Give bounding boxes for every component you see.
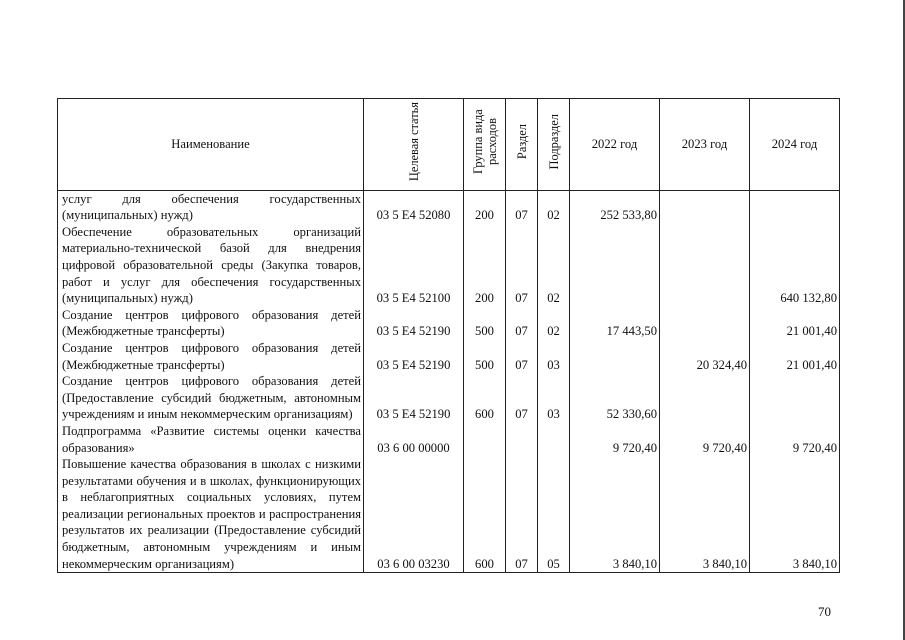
row-target: 03 6 00 00000 [364, 423, 464, 456]
page-number: 70 [818, 604, 831, 619]
header-subsection: Подраздел [538, 99, 570, 191]
row-2022 [570, 224, 660, 307]
row-group: 600 [464, 373, 506, 423]
row-2023: 9 720,40 [660, 423, 750, 456]
row-subsection [538, 423, 570, 456]
row-2024 [750, 373, 840, 423]
budget-table [57, 98, 840, 573]
row-target: 03 5 Е4 52190 [364, 373, 464, 423]
table-row [58, 224, 840, 307]
header-target: Целевая статья [364, 99, 464, 191]
row-2022 [570, 340, 660, 373]
row-2024: 21 001,40 [750, 307, 840, 340]
row-section [506, 423, 538, 456]
row-2024 [750, 190, 840, 224]
row-2023 [660, 224, 750, 307]
budget-table-wrapper [57, 98, 839, 573]
row-2024: 21 001,40 [750, 340, 840, 373]
header-2024: 2024 год [750, 99, 840, 191]
row-2022: 9 720,40 [570, 423, 660, 456]
row-2023 [660, 190, 750, 224]
row-2023: 20 324,40 [660, 340, 750, 373]
row-name: Создание центров цифрового образования детей (Межбюджетные трансферты) [58, 340, 364, 373]
row-2022: 252 533,80 [570, 190, 660, 224]
row-2023 [660, 307, 750, 340]
row-section: 07 [506, 190, 538, 224]
row-subsection: 02 [538, 190, 570, 224]
header-group: Группа вида расходов [464, 99, 506, 191]
row-name: Создание центров цифрового образования детей (Предоставление субсидий бюджетным, автономным учреждениям и иным некоммерческим организациям) [58, 373, 364, 423]
table-header-row [58, 99, 840, 191]
row-target: 03 6 00 03230 [364, 456, 464, 573]
row-2024: 9 720,40 [750, 423, 840, 456]
row-subsection: 05 [538, 456, 570, 573]
row-section: 07 [506, 340, 538, 373]
row-2024: 640 132,80 [750, 224, 840, 307]
row-name: услуг для обеспечения государственных (муниципальных) нужд) [58, 190, 364, 224]
row-target: 03 5 Е4 52190 [364, 307, 464, 340]
table-row [58, 307, 840, 340]
row-2023 [660, 373, 750, 423]
row-group: 200 [464, 224, 506, 307]
table-row [58, 340, 840, 373]
row-group [464, 423, 506, 456]
header-name: Наименование [58, 99, 364, 191]
row-subsection: 02 [538, 224, 570, 307]
row-section: 07 [506, 307, 538, 340]
row-group: 600 [464, 456, 506, 573]
table-row [58, 423, 840, 456]
row-group: 500 [464, 340, 506, 373]
row-2022: 17 443,50 [570, 307, 660, 340]
header-2022: 2022 год [570, 99, 660, 191]
row-subsection: 03 [538, 340, 570, 373]
row-name: Повышение качества образования в школах с низкими результатами обучения и в школах, функционирующих в неблагоприятных социальных условиях, путем реализации региональных проектов и распространения результатов их реализации (Предоставление субсидий бюджетным, автономным учреждениям и иным некоммерческим организациям) [58, 456, 364, 573]
row-2022: 52 330,60 [570, 373, 660, 423]
row-subsection: 03 [538, 373, 570, 423]
row-name: Создание центров цифрового образования детей (Межбюджетные трансферты) [58, 307, 364, 340]
row-2023: 3 840,10 [660, 456, 750, 573]
row-section: 07 [506, 456, 538, 573]
header-2023: 2023 год [660, 99, 750, 191]
row-name: Подпрограмма «Развитие системы оценки качества образования» [58, 423, 364, 456]
row-group: 200 [464, 190, 506, 224]
row-subsection: 02 [538, 307, 570, 340]
header-section: Раздел [506, 99, 538, 191]
row-2022: 3 840,10 [570, 456, 660, 573]
row-target: 03 5 Е4 52190 [364, 340, 464, 373]
row-section: 07 [506, 224, 538, 307]
row-name: Обеспечение образовательных организаций материально-технической базой для внедрения цифровой образовательной среды (Закупка товаров, работ и услуг для обеспечения государственных (муниципальных) нужд) [58, 224, 364, 307]
table-row [58, 456, 840, 573]
table-row [58, 190, 840, 224]
row-target: 03 5 Е4 52080 [364, 190, 464, 224]
row-group: 500 [464, 307, 506, 340]
table-row [58, 373, 840, 423]
row-2024: 3 840,10 [750, 456, 840, 573]
row-section: 07 [506, 373, 538, 423]
row-target: 03 5 Е4 52100 [364, 224, 464, 307]
